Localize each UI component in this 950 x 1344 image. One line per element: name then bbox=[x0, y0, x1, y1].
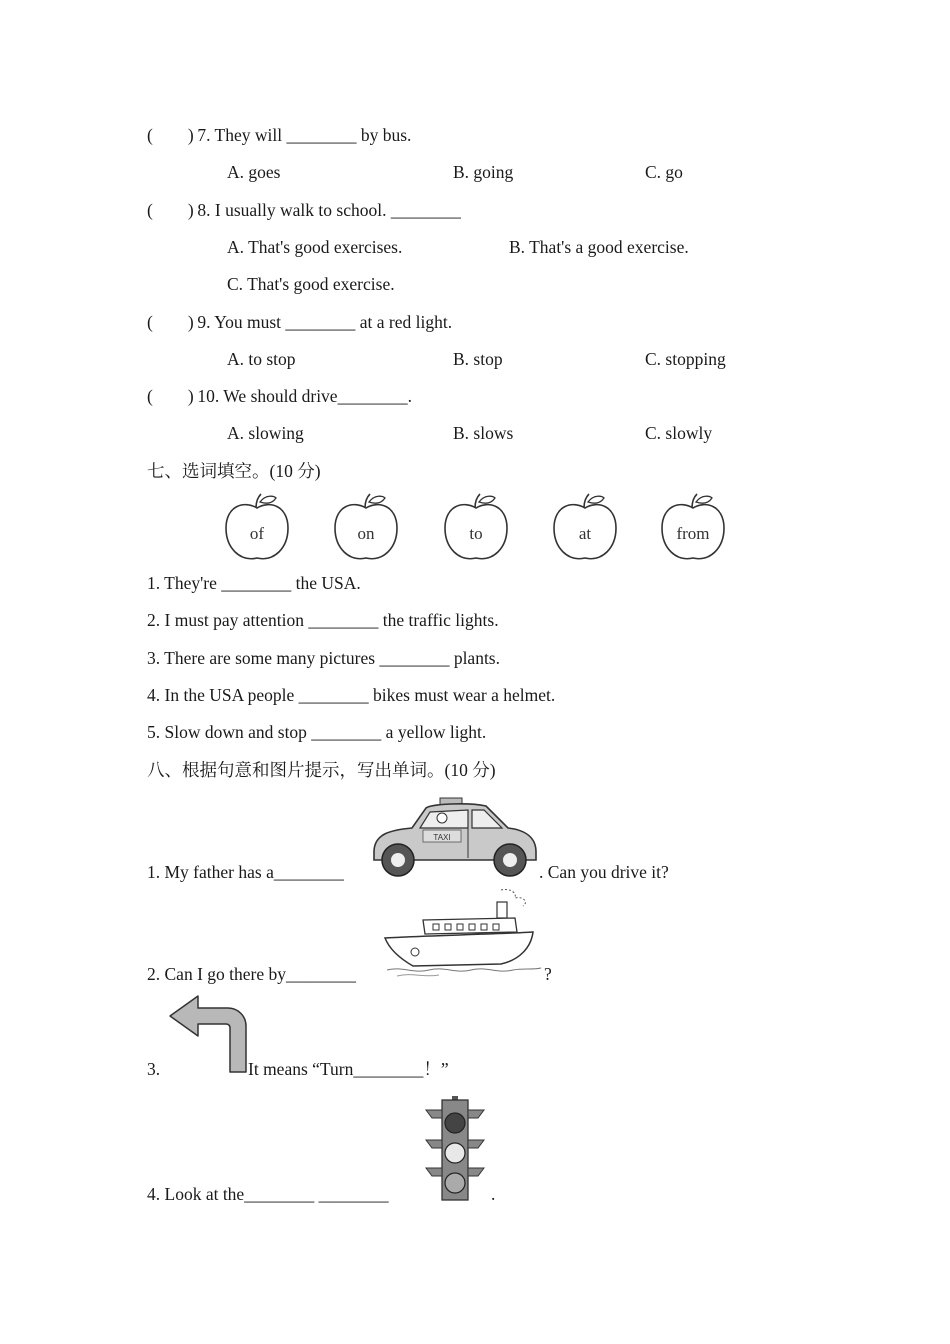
taxi-sign-text: TAXI bbox=[433, 833, 451, 842]
section8-item1-after: . Can you drive it? bbox=[539, 862, 669, 882]
section7-sentence-1: 1. They're ________ the USA. bbox=[147, 573, 361, 593]
section8-item2-before: 2. Can I go there by________ bbox=[147, 964, 356, 984]
q7-option-a: A. goes bbox=[227, 162, 281, 182]
apple-word-label: of bbox=[249, 524, 265, 543]
apple-word-label: to bbox=[469, 524, 483, 543]
section8-item4-after: . bbox=[491, 1184, 496, 1204]
apple-word-at bbox=[550, 492, 620, 564]
section8-item3-before: 3. bbox=[147, 1059, 161, 1079]
section7-sentence-4: 4. In the USA people ________ bikes must wear a helmet. bbox=[147, 685, 556, 705]
q10-option-b: B. slows bbox=[453, 423, 514, 443]
traffic-light-picture bbox=[418, 1096, 494, 1202]
q10-paren: ( ) bbox=[147, 386, 194, 406]
apple-word-label: on bbox=[357, 524, 375, 543]
q8-option-a: A. That's good exercises. bbox=[227, 237, 403, 257]
taxi-picture bbox=[368, 794, 540, 880]
section7-heading: 七、选词填空。(10 分) bbox=[147, 461, 321, 481]
ship-picture bbox=[383, 886, 543, 980]
q10-stem: 10. We should drive________. bbox=[193, 386, 412, 406]
apple-word-of bbox=[222, 492, 292, 564]
q9-paren: ( ) bbox=[147, 312, 194, 332]
apple-word-label: at bbox=[578, 524, 592, 543]
q7-option-c: C. go bbox=[645, 162, 683, 182]
section8-item4-before: 4. Look at the________ ________ bbox=[147, 1184, 389, 1204]
section7-sentence-3: 3. There are some many pictures ________ plants. bbox=[147, 648, 500, 668]
section7-sentence-5: 5. Slow down and stop ________ a yellow light. bbox=[147, 722, 487, 742]
q7-stem: 7. They will ________ by bus. bbox=[193, 125, 412, 145]
q10-option-a: A. slowing bbox=[227, 423, 304, 443]
section8-item3-after: It means “Turn________！” bbox=[248, 1059, 449, 1079]
q8-paren: ( ) bbox=[147, 200, 194, 220]
turn-left-arrow-icon bbox=[168, 994, 250, 1074]
section8-item2-after: ? bbox=[544, 964, 552, 984]
q9-stem: 9. You must ________ at a red light. bbox=[193, 312, 453, 332]
apple-word-on bbox=[331, 492, 401, 564]
q8-option-c: C. That's good exercise. bbox=[227, 274, 395, 294]
section8-heading: 八、根据句意和图片提示，写出单词。(10 分) bbox=[147, 760, 496, 780]
q10-option-c: C. slowly bbox=[645, 423, 713, 443]
q9-option-a: A. to stop bbox=[227, 349, 296, 369]
section8-item1-before: 1. My father has a________ bbox=[147, 862, 344, 882]
q8-stem: 8. I usually walk to school. ________ bbox=[193, 200, 461, 220]
q9-option-b: B. stop bbox=[453, 349, 503, 369]
section7-sentence-2: 2. I must pay attention ________ the traffic lights. bbox=[147, 610, 499, 630]
apple-word-label: from bbox=[676, 524, 710, 543]
q9-option-c: C. stopping bbox=[645, 349, 726, 369]
q7-option-b: B. going bbox=[453, 162, 514, 182]
apple-word-from bbox=[658, 492, 728, 564]
q7-paren: ( ) bbox=[147, 125, 194, 145]
q8-option-b: B. That's a good exercise. bbox=[509, 237, 689, 257]
apple-word-to bbox=[441, 492, 511, 564]
